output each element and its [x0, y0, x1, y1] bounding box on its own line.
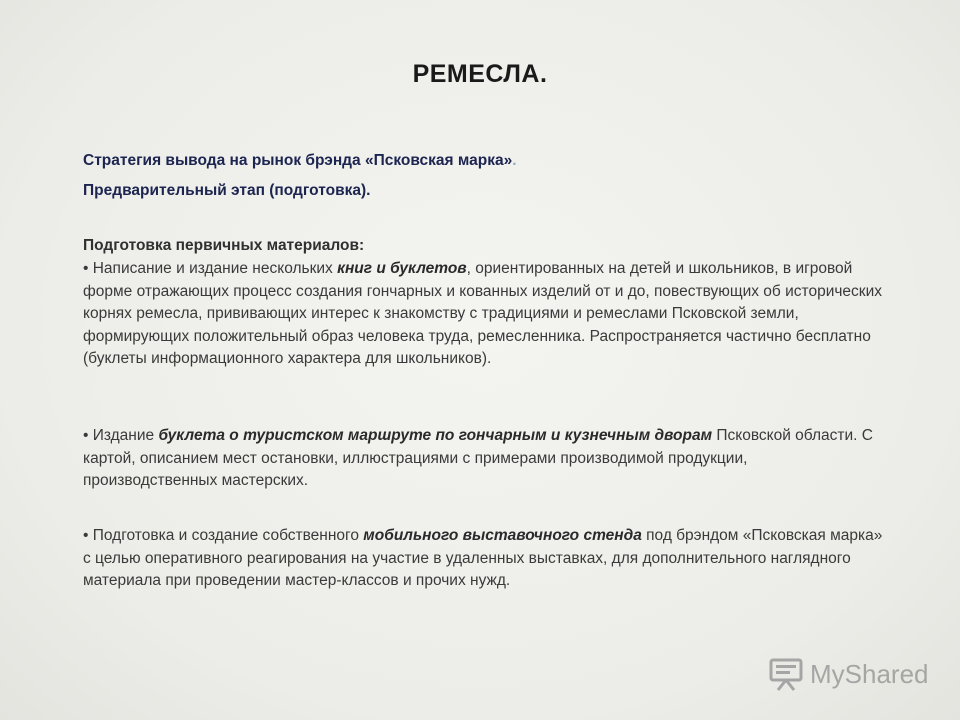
bullet-prefix: • Написание и издание нескольких	[83, 260, 338, 277]
bullet-suffix: Псковской области. С картой, описанием мест остановки, иллюстрациями с примерами производимой продукции, производственных мастерских.	[83, 427, 873, 489]
bullet-item	[83, 525, 883, 593]
slide-title: РЕМЕСЛА.	[412, 60, 548, 88]
bullet-item	[83, 258, 883, 371]
section-heading: Подготовка первичных материалов:	[83, 237, 365, 254]
bullet-emphasis: мобильного выставочного стенда	[363, 527, 642, 544]
stage-subtitle: Предварительный этап (подготовка).	[83, 182, 371, 199]
presentation-board-icon	[768, 657, 804, 691]
bullet-prefix: • Подготовка и создание собственного	[83, 527, 364, 544]
watermark-text: MyShared	[810, 658, 929, 689]
strategy-subtitle-text: Стратегия вывода на рынок брэнда «Псковская марка»	[83, 152, 513, 169]
bullet-suffix: , ориентированных на детей и школьников, в игровой форме отражающих процесс создания гончарных и кованных изделий от и до, повествующих об исторических корнях ремесла, прививающих интерес к знакомству с традициями и ремеслами Псковской земли, формирующих положительный образ человека труда, ремесленника. Распространяется частично бесплатно (буклеты информационного характера для школьников).	[83, 260, 882, 367]
bullet-emphasis: книг и буклетов	[337, 260, 467, 277]
bullet-suffix: под брэндом «Псковская марка» с целью оперативного реагирования на участие в удаленных выставках, для дополнительного наглядного материала при проведении мастер-классов и прочих нужд.	[83, 527, 883, 589]
bullet-prefix: • Издание	[83, 427, 159, 444]
subtitle-dot: .	[512, 152, 517, 169]
myshared-watermark	[768, 656, 929, 692]
strategy-subtitle	[83, 152, 517, 170]
bullet-emphasis: буклета о туристском маршруте по гончарным и кузнечным дворам	[158, 427, 713, 444]
bullet-item	[83, 425, 883, 493]
